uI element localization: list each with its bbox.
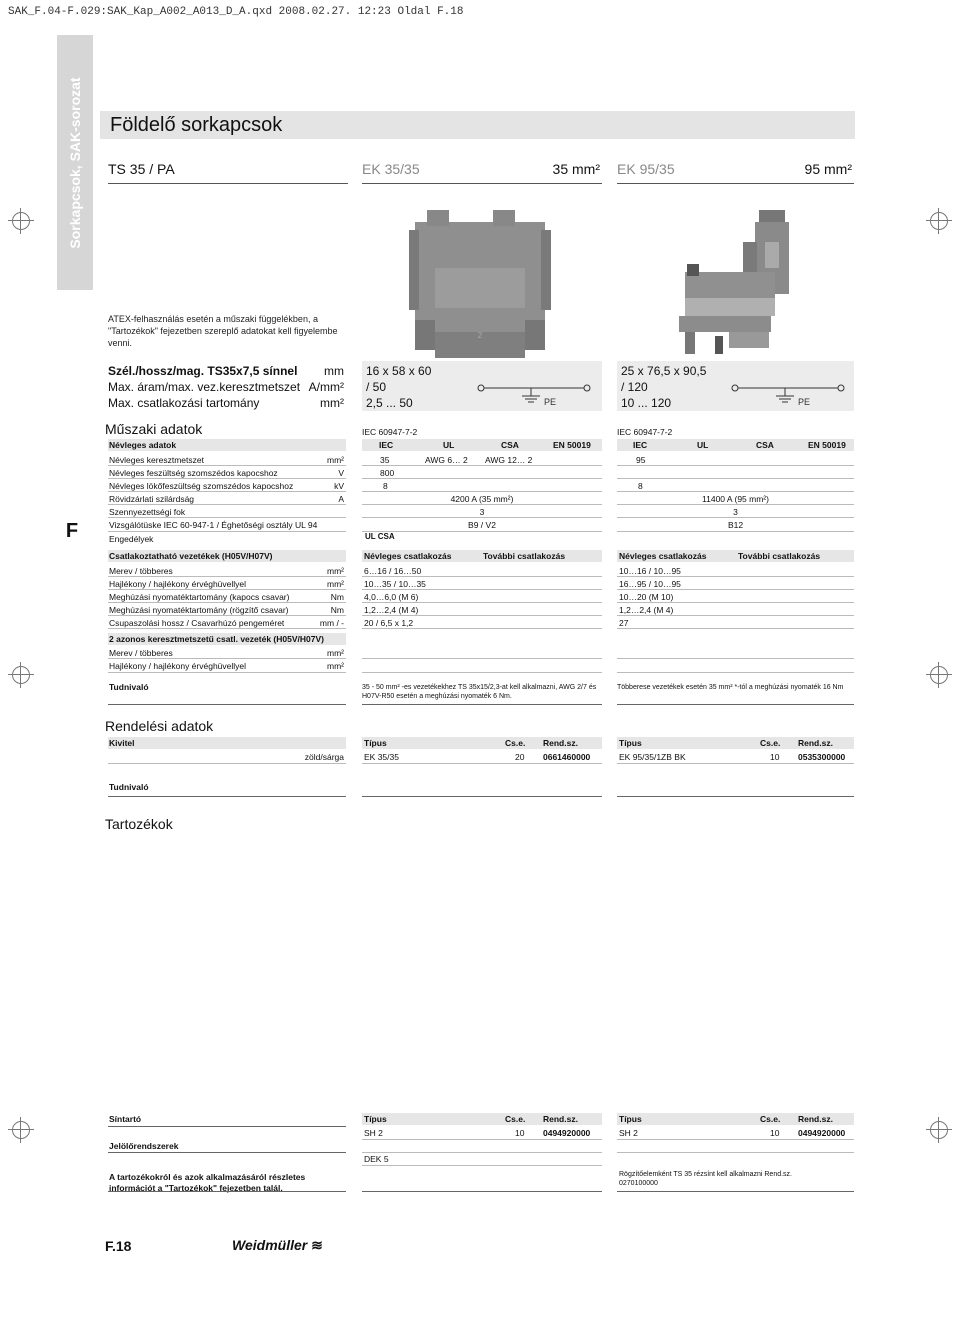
- tech-label-4: Szennyezettségi fok: [109, 507, 186, 517]
- tech-p1-ul-0: AWG 6… 2: [425, 455, 468, 465]
- conn-p2-3: 1,2…2,4 (M 4): [619, 605, 674, 615]
- order-p2-qty: 10: [770, 752, 780, 762]
- dims-p1-1: / 50: [366, 380, 387, 394]
- registration-mark-icon: [926, 208, 952, 234]
- order-color: zöld/sárga: [304, 752, 344, 762]
- col-ul-1: UL: [443, 440, 455, 450]
- order-col-type-2: Típus: [619, 738, 642, 748]
- conn-p1-0: 6…16 / 16…50: [364, 566, 422, 576]
- product1-header: [362, 161, 602, 184]
- col-ul-2: UL: [697, 440, 709, 450]
- tech-unit-1: V: [338, 468, 344, 478]
- order-p2-no: 0535300000: [798, 752, 846, 762]
- conn-col-rated-1: Névleges csatlakozás: [364, 551, 452, 561]
- product2-image: [655, 208, 815, 358]
- conn-p2-2: 10…20 (M 10): [619, 592, 674, 602]
- acc-col-no-2: Rend.sz.: [798, 1114, 833, 1124]
- tech-notice-label: Tudnivaló: [109, 682, 149, 692]
- product2-size: 95 mm²: [804, 161, 852, 177]
- pe-symbol-icon: [730, 376, 850, 406]
- acc-jelolo: Jelölőrendszerek: [109, 1141, 179, 1151]
- two-label-0: Merev / többeres: [109, 648, 173, 658]
- pe-symbol-icon: [476, 376, 596, 406]
- conn-unit-4: mm / -: [319, 618, 344, 628]
- acc-a1-qty: 10: [515, 1128, 525, 1138]
- svg-text:PE: PE: [798, 397, 811, 406]
- tech-p2-mid-5: B12: [727, 520, 744, 530]
- tech-std-2: IEC 60947-7-2: [617, 427, 673, 437]
- product1-name: EK 35/35: [362, 161, 420, 177]
- tech-p2-iec-0: 95: [636, 455, 646, 465]
- two-label-1: Hajlékony / hajlékony érvéghüvellyel: [109, 661, 247, 671]
- acc-col-qty-1: Cs.e.: [505, 1114, 526, 1124]
- dims-p2-2: 10 ... 120: [621, 396, 672, 410]
- conn-label-4: Csupaszolási hossz / Csavarhúzó pengeméret: [109, 618, 285, 628]
- rated-header: Névleges adatok: [109, 440, 177, 450]
- dims-unit-1: A/mm²: [308, 380, 344, 394]
- image-label: 2: [477, 331, 483, 340]
- dims-unit-2: mm²: [320, 396, 344, 410]
- conn-p1-2: 4,0…6,0 (M 6): [364, 592, 419, 602]
- registration-mark-icon: [926, 662, 952, 688]
- tech-heading: Műszaki adatok: [105, 421, 203, 437]
- dims-p2-1: / 120: [621, 380, 648, 394]
- dims-label-0: Szél./hossz/mag. TS35x7,5 sínnel: [108, 364, 298, 378]
- order-p2-type: EK 95/35/1ZB BK: [619, 752, 686, 762]
- registration-mark-icon: [8, 662, 34, 688]
- conn-label-2: Meghúzási nyomatéktartomány (kapocs csavar): [109, 592, 290, 602]
- order-kivitel: Kivitel: [109, 738, 135, 748]
- file-header: SAK_F.04-F.029:SAK_Kap_A002_A013_D_A.qxd 2008.02.27. 12:23 Oldal F.18: [8, 6, 464, 18]
- two-unit-0: mm²: [327, 648, 344, 658]
- col-csa-1: CSA: [501, 440, 519, 450]
- acc-a1-no: 0494920000: [543, 1128, 591, 1138]
- acc-col-qty-2: Cs.e.: [760, 1114, 781, 1124]
- acc-a2-no: 0494920000: [798, 1128, 846, 1138]
- acc-heading: Tartozékok: [105, 816, 173, 832]
- product1-image: [405, 210, 555, 360]
- acc-a2-type: SH 2: [619, 1128, 638, 1138]
- tech-notice-1: 35 - 50 mm² -es vezetékekhez TS 35x15/2,3-at kell alkalmazni, AWG 2/7 és H07V-R50 esetén a meghúzási nyomaték 6 Nm.: [362, 684, 597, 700]
- conn-label-0: Merev / többeres: [109, 566, 173, 576]
- order-col-no-1: Rend.sz.: [543, 738, 578, 748]
- acc-a1-type: SH 2: [364, 1128, 383, 1138]
- conn-p2-1: 16…95 / 10…95: [619, 579, 681, 589]
- conn-p1-4: 20 / 6,5 x 1,2: [364, 618, 414, 628]
- acc-a2-qty: 10: [770, 1128, 780, 1138]
- svg-text:PE: PE: [544, 397, 557, 406]
- tech-p2-iec-2: 8: [638, 481, 643, 491]
- dims-p1-2: 2,5 ... 50: [366, 396, 413, 410]
- order-col-type-1: Típus: [364, 738, 387, 748]
- conn-unit-2: Nm: [330, 592, 344, 602]
- tech-label-1: Névleges feszültség szomszédos kapocshoz: [109, 468, 278, 478]
- order-col-qty-2: Cs.e.: [760, 738, 781, 748]
- two-header: 2 azonos keresztmetszetű csatl. vezeték (H05V/H07V): [109, 634, 324, 644]
- col-csa-2: CSA: [756, 440, 774, 450]
- page-number: F.18: [105, 1238, 132, 1254]
- col-iec-2: IEC: [633, 440, 648, 450]
- side-bar: [57, 35, 93, 290]
- acc-note: A tartozékokról és azok alkalmazásáról részletes információt a "Tartozékok" fejezetben talál.: [109, 1172, 306, 1193]
- acc-a2-note: Rögzítőelemként TS 35 rézsínt kell alkalmazni Rend.sz. 0270100000: [619, 1171, 793, 1187]
- brand-name: Weidmüller: [232, 1237, 308, 1253]
- col-en-1: EN 50019: [553, 440, 591, 450]
- brand-mark-icon: ≋: [311, 1237, 323, 1253]
- tech-p1-mid-5: B9 / V2: [468, 520, 496, 530]
- conn-label-3: Meghúzási nyomatéktartomány (rögzítő csavar): [109, 605, 289, 615]
- tech-p1-mid-4: 3: [479, 507, 485, 517]
- rail-label: [108, 161, 348, 184]
- tech-label-3: Rövidzárlati szilárdság: [109, 494, 195, 504]
- order-p1-type: EK 35/35: [364, 752, 399, 762]
- section-letter: F: [65, 520, 79, 542]
- conn-p2-0: 10…16 / 10…95: [619, 566, 681, 576]
- order-notice-label: Tudnivaló: [109, 782, 149, 792]
- dims-label-2: Max. csatlakozási tartomány: [108, 396, 260, 410]
- order-p1-qty: 20: [515, 752, 525, 762]
- conn-unit-1: mm²: [327, 579, 344, 589]
- order-col-qty-1: Cs.e.: [505, 738, 526, 748]
- acc-col-type-1: Típus: [364, 1114, 387, 1124]
- product1-size: 35 mm²: [552, 161, 600, 177]
- atex-note: ATEX-felhasználás esetén a műszaki függelékben, a "Tartozékok" fejezetben szereplő adatokat kell figyelembe venni.: [108, 314, 338, 348]
- tech-unit-3: A: [338, 494, 344, 504]
- tech-p1-csa-0: AWG 12… 2: [485, 455, 533, 465]
- order-p1-no: 0661460000: [543, 752, 591, 762]
- conn-header: Csatlakoztatható vezetékek (H05V/H07V): [109, 551, 273, 561]
- conn-unit-3: Nm: [330, 605, 344, 615]
- dims-unit-0: mm: [324, 364, 344, 378]
- tech-std-1: IEC 60947-7-2: [362, 427, 418, 437]
- tech-unit-0: mm²: [327, 455, 344, 465]
- conn-col-extra-1: További csatlakozás: [483, 551, 566, 561]
- tech-p2-mid-4: 3: [733, 507, 738, 517]
- conn-p1-3: 1,2…2,4 (M 4): [364, 605, 419, 615]
- registration-mark-icon: [8, 208, 34, 234]
- tech-p1-iec-2: 8: [383, 481, 388, 491]
- dims-label-1: Max. áram/max. vez.keresztmetszet: [108, 380, 301, 394]
- order-col-no-2: Rend.sz.: [798, 738, 833, 748]
- acc-col-no-1: Rend.sz.: [543, 1114, 578, 1124]
- acc-sintarto: Síntartó: [109, 1114, 142, 1124]
- conn-p2-4: 27: [619, 618, 629, 628]
- registration-mark-icon: [926, 1117, 952, 1143]
- conn-unit-0: mm²: [327, 566, 344, 576]
- conn-col-extra-2: További csatlakozás: [738, 551, 821, 561]
- two-unit-1: mm²: [327, 661, 344, 671]
- tech-p1-mid-3: 4200 A (35 mm²): [450, 494, 514, 504]
- ul-csa-approval-icon: UL CSA: [365, 532, 395, 541]
- rail-text: TS 35 / PA: [108, 161, 175, 177]
- col-en-2: EN 50019: [808, 440, 846, 450]
- dims-p1-0: 16 x 58 x 60: [366, 364, 432, 378]
- acc-col-type-2: Típus: [619, 1114, 642, 1124]
- brand-logo: [232, 1237, 323, 1254]
- page-title: Földelő sorkapcsok: [110, 114, 283, 136]
- conn-col-rated-2: Névleges csatlakozás: [619, 551, 707, 561]
- tech-label-0: Névleges keresztmetszet: [109, 455, 204, 465]
- product2-header: [617, 161, 854, 184]
- conn-p1-1: 10…35 / 10…35: [364, 579, 426, 589]
- registration-mark-icon: [8, 1117, 34, 1143]
- conn-label-1: Hajlékony / hajlékony érvéghüvellyel: [109, 579, 247, 589]
- product2-name: EK 95/35: [617, 161, 675, 177]
- tech-unit-2: kV: [334, 481, 344, 491]
- tech-p1-iec-1: 800: [380, 468, 395, 478]
- tech-p2-mid-3: 11400 A (95 mm²): [702, 494, 769, 504]
- acc-a1-extra: DEK 5: [364, 1154, 389, 1164]
- col-iec-1: IEC: [379, 440, 394, 450]
- tech-label-6: Engedélyek: [109, 534, 154, 544]
- side-title: Sorkapcsok, SAK-sorozat: [67, 76, 83, 249]
- tech-label-5: Vizsgálótüske IEC 60-947-1 / Éghetőségi osztály UL 94: [109, 520, 318, 530]
- tech-p1-iec-0: 35: [380, 455, 390, 465]
- dims-p2-0: 25 x 76,5 x 90,5: [621, 364, 707, 378]
- order-heading: Rendelési adatok: [105, 718, 214, 734]
- tech-notice-2: Többerese vezetékek esetén 35 mm² *-tól a meghúzási nyomaték 16 Nm: [617, 684, 844, 691]
- title-bar: [100, 111, 855, 139]
- tech-label-2: Névleges lökőfeszültség szomszédos kapocshoz: [109, 481, 294, 491]
